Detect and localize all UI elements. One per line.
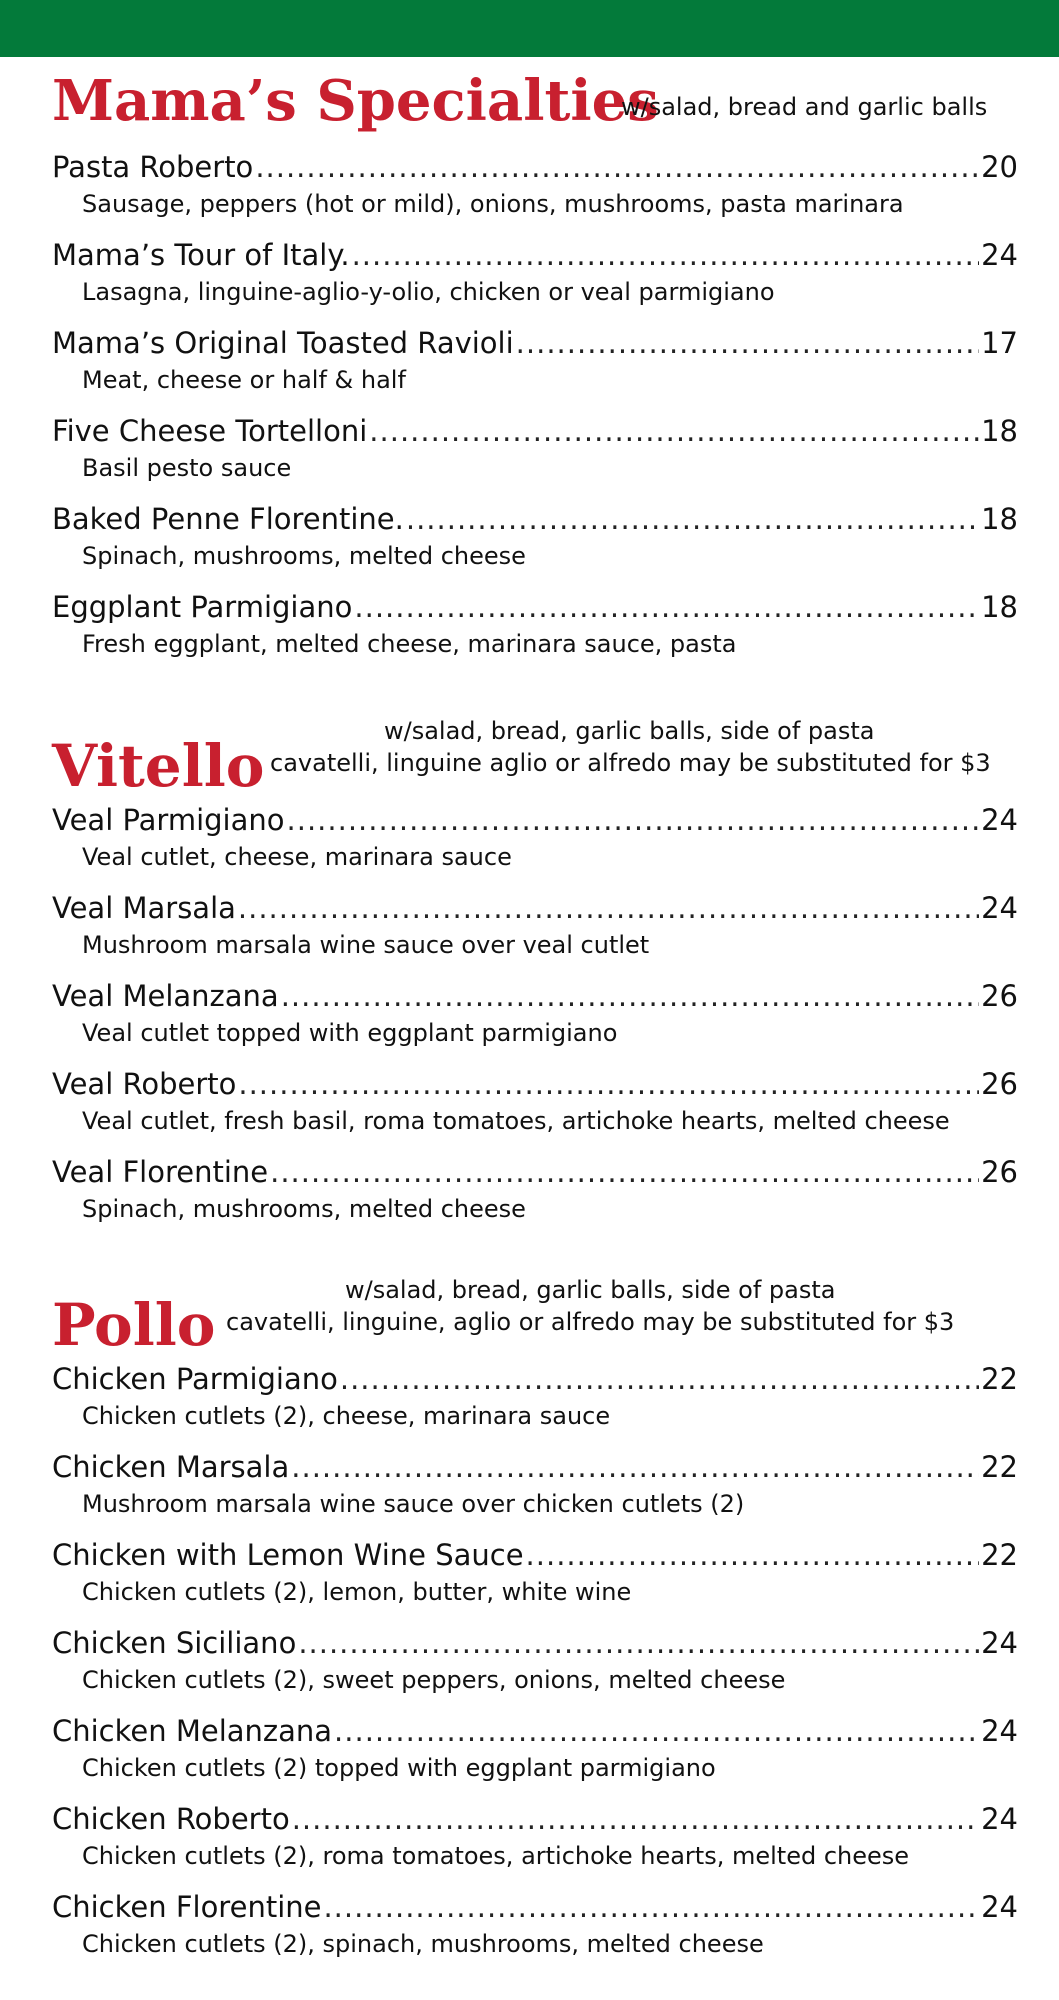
menu-item <box>52 1623 1018 1711</box>
menu-item-name: Chicken Florentine <box>52 1890 322 1924</box>
menu-item-line <box>52 1887 1018 1927</box>
menu-item-line <box>52 1623 1018 1663</box>
dot-leader <box>354 587 979 627</box>
menu-item-name: Veal Parmigiano <box>52 803 285 837</box>
menu-item <box>52 499 1018 587</box>
menu-item-name: Chicken Melanzana <box>52 1714 333 1748</box>
menu-item-name: Chicken Marsala <box>52 1450 290 1484</box>
menu-item-name: Veal Marsala <box>52 891 236 925</box>
menu-item-line <box>52 976 1018 1016</box>
dot-leader <box>238 888 979 928</box>
menu-item-name: Chicken Siciliano <box>52 1626 297 1660</box>
menu-item-price: 17 <box>981 326 1018 360</box>
menu-item <box>52 976 1018 1064</box>
menu-item-name: Chicken Parmigiano <box>52 1362 338 1396</box>
menu-item-price: 24 <box>981 238 1018 272</box>
menu-item <box>52 235 1018 323</box>
menu-item-description: Chicken cutlets (2) topped with eggplant parmigiano <box>82 1754 716 1782</box>
section-vitello <box>52 705 1059 1240</box>
dot-leader <box>334 1711 979 1751</box>
menu-item-price: 24 <box>981 1714 1018 1748</box>
menu-item-description: Sausage, peppers (hot or mild), onions, mushrooms, pasta marinara <box>82 190 904 218</box>
section-subtitle-line-1: w/salad, bread, garlic balls, side of pasta <box>384 717 875 745</box>
menu-item-line <box>52 1152 1018 1192</box>
menu-item-line <box>52 1799 1018 1839</box>
menu-item-price: 18 <box>981 414 1018 448</box>
menu-item <box>52 1064 1018 1152</box>
menu-item <box>52 1447 1018 1535</box>
menu-item-price: 22 <box>981 1450 1018 1484</box>
menu-item-description: Veal cutlet, cheese, marinara sauce <box>82 843 512 871</box>
dot-leader <box>291 1447 979 1487</box>
menu-item-name: Chicken Roberto <box>52 1802 290 1836</box>
menu-item-line <box>52 1447 1018 1487</box>
dot-leader <box>369 411 979 451</box>
menu-item-description: Fresh eggplant, melted cheese, marinara sauce, pasta <box>82 630 737 658</box>
menu-item <box>52 888 1018 976</box>
menu-item-price: 22 <box>981 1362 1018 1396</box>
menu-item <box>52 1887 1018 1975</box>
menu-item-description: Chicken cutlets (2), spinach, mushrooms, melted cheese <box>82 1930 764 1958</box>
dot-leader <box>516 323 979 363</box>
section-subtitle-line-2: cavatelli, linguine, aglio or alfredo may be substituted for $3 <box>226 1308 955 1336</box>
menu-item-line <box>52 587 1018 627</box>
menu-item <box>52 323 1018 411</box>
dot-leader <box>255 147 979 187</box>
menu-item-price: 24 <box>981 803 1018 837</box>
menu-item-description: Lasagna, linguine-aglio-y-olio, chicken or veal parmigiano <box>82 278 775 306</box>
dot-leader <box>526 1535 980 1575</box>
menu-item-name: Mama’s Original Toasted Ravioli <box>52 326 514 360</box>
section-title: Mama’s Specialties <box>52 68 659 134</box>
menu-item-price: 24 <box>981 1890 1018 1924</box>
menu-item-line <box>52 147 1018 187</box>
section-header <box>52 705 1059 800</box>
menu-item-description: Chicken cutlets (2), lemon, butter, white wine <box>82 1578 632 1606</box>
dot-leader <box>292 1799 979 1839</box>
menu-item <box>52 800 1018 888</box>
section-title: Pollo <box>52 1291 216 1359</box>
menu-item-price: 18 <box>981 502 1018 536</box>
menu-item-description: Mushroom marsala wine sauce over veal cutlet <box>82 931 650 959</box>
menu-item-price: 26 <box>981 1067 1018 1101</box>
section-header <box>52 1264 1059 1359</box>
section-header <box>52 57 1059 147</box>
dot-leader <box>270 1152 979 1192</box>
menu-item <box>52 147 1018 235</box>
menu-item-price: 24 <box>981 1626 1018 1660</box>
section-pollo <box>52 1264 1059 1975</box>
menu-item <box>52 587 1018 675</box>
menu-item-description: Spinach, mushrooms, melted cheese <box>82 1195 526 1223</box>
menu-item-line <box>52 1359 1018 1399</box>
menu-item <box>52 1152 1018 1240</box>
dot-leader <box>281 976 979 1016</box>
menu-item-price: 26 <box>981 979 1018 1013</box>
menu-item <box>52 411 1018 499</box>
menu-item-price: 22 <box>981 1538 1018 1572</box>
dot-leader <box>323 1887 979 1927</box>
dot-leader <box>298 1623 979 1663</box>
menu-item-description: Chicken cutlets (2), roma tomatoes, artichoke hearts, melted cheese <box>82 1842 910 1870</box>
menu-item-line <box>52 1535 1018 1575</box>
menu-item-line <box>52 411 1018 451</box>
menu-item-name: Five Cheese Tortelloni <box>52 414 368 448</box>
dot-leader <box>340 1359 979 1399</box>
dot-leader <box>238 1064 979 1104</box>
menu-item-list <box>52 800 1018 1240</box>
menu-item-price: 18 <box>981 590 1018 624</box>
menu-item-line <box>52 499 1018 539</box>
section-mamas-specialties <box>52 57 1059 675</box>
menu-item-description: Spinach, mushrooms, melted cheese <box>82 542 526 570</box>
menu-item <box>52 1535 1018 1623</box>
menu-item-name: Veal Florentine <box>52 1155 269 1189</box>
menu-item <box>52 1799 1018 1887</box>
menu-item-description: Basil pesto sauce <box>82 454 292 482</box>
menu-item-price: 24 <box>981 1802 1018 1836</box>
dot-leader <box>406 499 979 539</box>
dot-leader <box>352 235 980 275</box>
menu-item <box>52 1359 1018 1447</box>
menu-item-description: Chicken cutlets (2), sweet peppers, onions, melted cheese <box>82 1666 786 1694</box>
menu-item-price: 24 <box>981 891 1018 925</box>
menu-item-price: 20 <box>981 150 1018 184</box>
menu-item-price: 26 <box>981 1155 1018 1189</box>
menu-item-name: Pasta Roberto <box>52 150 254 184</box>
menu-item <box>52 1711 1018 1799</box>
menu-item-line <box>52 1711 1018 1751</box>
section-subtitle-line-1: w/salad, bread, garlic balls, side of pasta <box>345 1276 836 1304</box>
section-subtitle-line-2: cavatelli, linguine aglio or alfredo may be substituted for $3 <box>270 749 991 777</box>
menu-item-description: Mushroom marsala wine sauce over chicken cutlets (2) <box>82 1490 745 1518</box>
menu-item-line <box>52 1064 1018 1104</box>
menu-item-name: Baked Penne Florentine. <box>52 502 404 536</box>
menu-item-description: Meat, cheese or half & half <box>82 366 406 394</box>
menu-item-line <box>52 235 1018 275</box>
menu-item-name: Chicken with Lemon Wine Sauce <box>52 1538 524 1572</box>
menu-item-name: Mama’s Tour of Italy. <box>52 238 350 272</box>
menu-item-name: Veal Roberto <box>52 1067 237 1101</box>
section-title: Vitello <box>52 732 265 800</box>
menu-item-list <box>52 1359 1018 1975</box>
dot-leader <box>287 800 980 840</box>
menu-item-name: Eggplant Parmigiano <box>52 590 353 624</box>
menu-item-list <box>52 147 1018 675</box>
section-subtitle-line-1: w/salad, bread and garlic balls <box>621 93 988 121</box>
menu-item-line <box>52 800 1018 840</box>
top-green-bar <box>0 0 1059 57</box>
menu-item-line <box>52 323 1018 363</box>
menu-item-name: Veal Melanzana <box>52 979 279 1013</box>
menu-item-description: Veal cutlet, fresh basil, roma tomatoes, artichoke hearts, melted cheese <box>82 1107 950 1135</box>
menu-page <box>0 57 1059 1975</box>
menu-item-description: Chicken cutlets (2), cheese, marinara sauce <box>82 1402 611 1430</box>
menu-item-line <box>52 888 1018 928</box>
menu-item-description: Veal cutlet topped with eggplant parmigiano <box>82 1019 618 1047</box>
